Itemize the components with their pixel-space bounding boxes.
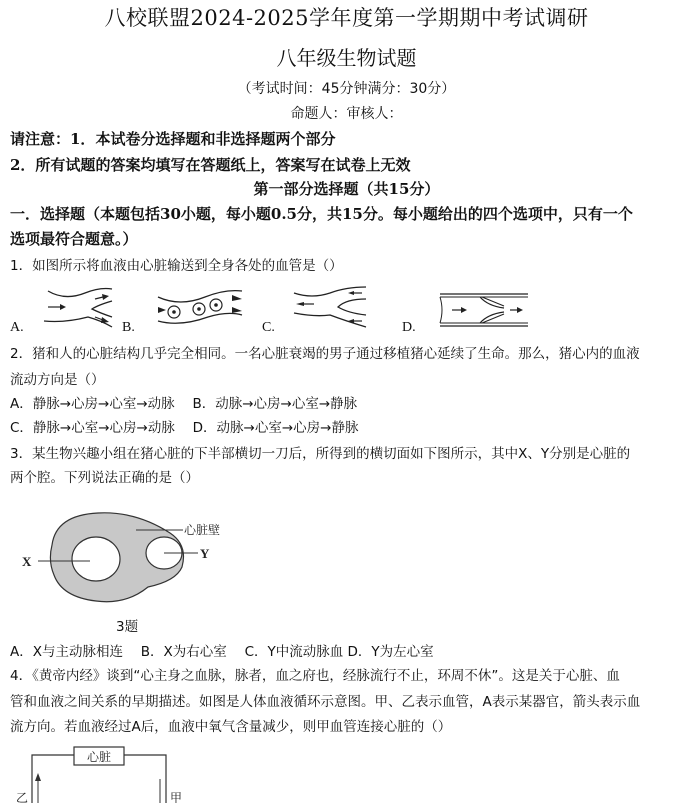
q3-label-y: Y <box>200 546 210 561</box>
q3-heart-cross-section-figure <box>18 505 228 605</box>
q2-options-line-1: A．静脉→心房→心室→动脉 B．动脉→心房→心室→静脉 <box>10 396 358 412</box>
q4-vessel-jia-label: 甲 <box>170 791 183 803</box>
q2-stem-line-1: 2．猪和人的心脏结构几乎完全相同。一名心脏衰竭的男子通过移植猪心延续了生命。那么，猪心内的血液 <box>10 346 640 362</box>
q3-stem-line-2: 两个腔。下列说法正确的是（） <box>10 470 199 486</box>
q4-stem-line-3: 流方向。若血液经过A后，血液中氧气含量减少，则甲血管连接心脏的（） <box>10 719 452 735</box>
q3-label-heart-wall: 心脏壁 <box>184 523 221 537</box>
q1-figure-b-capillary-icon <box>150 287 250 327</box>
q4-stem-line-1: 4．《黄帝内经》谈到“心主身之血脉，脉者，血之府也，经脉流行不止，环周不休”。这是关于心脏、血 <box>10 668 620 684</box>
notice-line-1: 请注意：1．本试卷分选择题和非选择题两个部分 <box>10 130 336 148</box>
q1-option-b-label: B. <box>122 320 135 335</box>
q2-stem-line-2: 流动方向是（） <box>10 372 105 388</box>
exam-info: （考试时间：45分钟满分：30分） <box>237 81 456 97</box>
q4-vessel-yi-label: 乙 <box>16 791 29 803</box>
notice-line-2: 2．所有试题的答案均填写在答题纸上，答案写在试卷上无效 <box>10 156 411 174</box>
q1-option-a-label: A. <box>10 320 24 335</box>
q2-options-line-2: C．静脉→心室→心房→动脉 D．动脉→心室→心房→静脉 <box>10 420 359 436</box>
exam-subtitle: 八年级生物试题 <box>276 46 417 70</box>
q1-option-c-label: C. <box>262 320 275 335</box>
q4-circulation-diagram <box>14 743 183 803</box>
q1-figure-c-vessel-icon <box>290 285 370 330</box>
q1-stem: 1．如图所示将血液由心脏输送到全身各处的血管是（） <box>10 258 343 274</box>
q3-stem-line-1: 3．某生物兴趣小组在猪心脏的下半部横切一刀后，所得到的横切面如下图所示，其中X、Y分别是心脏的 <box>10 446 631 462</box>
q4-heart-label: 心脏 <box>86 750 112 764</box>
part1-instruction-1: 一．选择题（本题包括30小题，每小题0.5分，共15分。每小题给出的四个选项中，只有一个 <box>10 205 633 223</box>
q1-option-d-label: D. <box>402 320 416 335</box>
q1-figure-a-vessel-icon <box>40 285 120 330</box>
q1-figure-d-vein-valve-icon <box>438 292 528 328</box>
q3-label-x: X <box>22 554 32 569</box>
q3-figure-caption: 3题 <box>116 619 139 635</box>
part1-instruction-2: 选项最符合题意。） <box>10 230 138 248</box>
q3-options-line: A．X与主动脉相连 B．X为右心室 C．Y中流动脉血 D．Y为左心室 <box>10 644 434 660</box>
part1-title: 第一部分选择题（共15分） <box>253 180 440 198</box>
q4-stem-line-2: 管和血液之间关系的早期描述。如图是人体血液循环示意图。甲、乙表示血管，A表示某器官，箭头表示血 <box>10 694 641 710</box>
exam-authors: 命题人：审核人： <box>290 106 403 122</box>
exam-title: 八校联盟2024-2025学年度第一学期期中考试调研 <box>104 6 589 30</box>
